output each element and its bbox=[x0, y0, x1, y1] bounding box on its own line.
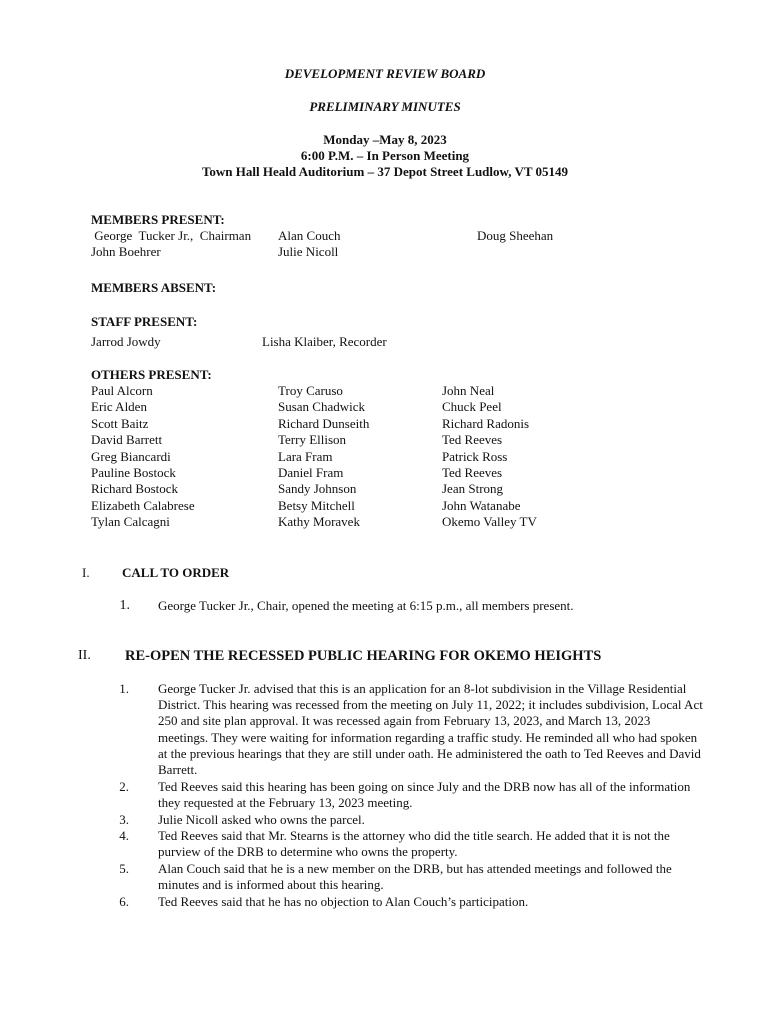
item-number: 6. bbox=[119, 894, 129, 909]
member-name: Doug Sheehan bbox=[477, 228, 554, 243]
attendee-name: Ted Reeves bbox=[442, 432, 503, 448]
item-number: 1. bbox=[119, 598, 130, 613]
attendee-name: Pauline Bostock bbox=[91, 464, 176, 480]
others-present-col1 bbox=[91, 383, 195, 531]
attendee-name: Jean Strong bbox=[442, 481, 504, 497]
item-text: George Tucker Jr., Chair, opened the meeting at 6:15 p.m., all members present. bbox=[158, 598, 574, 613]
attendee-name: Tylan Calcagni bbox=[91, 514, 170, 530]
attendee-name: David Barrett bbox=[91, 432, 163, 448]
members-absent-heading: MEMBERS ABSENT: bbox=[91, 280, 217, 295]
attendee-name: Betsy Mitchell bbox=[278, 497, 355, 513]
meeting-date: Monday –May 8, 2023 bbox=[323, 132, 447, 147]
attendee-name: Lara Fram bbox=[278, 448, 333, 464]
attendee-name: Paul Alcorn bbox=[91, 383, 153, 398]
members-present-col2 bbox=[278, 228, 340, 261]
attendee-name: Kathy Moravek bbox=[278, 514, 360, 530]
attendee-name: Okemo Valley TV bbox=[442, 514, 537, 530]
section-title: RE-OPEN THE RECESSED PUBLIC HEARING FOR OKEMO HEIGHTS bbox=[125, 648, 602, 664]
members-present-heading: MEMBERS PRESENT: bbox=[91, 212, 225, 227]
staff-present-heading: STAFF PRESENT: bbox=[91, 314, 198, 329]
member-name: George Tucker Jr., Chairman bbox=[91, 228, 252, 243]
meeting-location: Town Hall Heald Auditorium – 37 Depot Street Ludlow, VT 05149 bbox=[201, 164, 569, 179]
item-number: 5. bbox=[119, 861, 129, 876]
attendee-name: Daniel Fram bbox=[278, 464, 344, 480]
staff-name: Lisha Klaiber, Recorder bbox=[262, 334, 387, 349]
item-number: 3. bbox=[119, 812, 129, 827]
board-title: DEVELOPMENT REVIEW BOARD bbox=[284, 66, 486, 81]
attendee-name: Patrick Ross bbox=[442, 448, 508, 464]
member-name: Julie Nicoll bbox=[278, 244, 339, 260]
member-name: Alan Couch bbox=[278, 228, 341, 243]
meeting-time: 6:00 P.M. – In Person Meeting bbox=[300, 148, 470, 163]
attendee-name: Richard Bostock bbox=[91, 481, 179, 497]
attendee-name: Elizabeth Calabrese bbox=[91, 497, 195, 513]
attendee-name: Sandy Johnson bbox=[278, 481, 357, 497]
attendee-name: Greg Biancardi bbox=[91, 448, 171, 464]
attendee-name: Richard Dunseith bbox=[278, 415, 370, 431]
item-text: George Tucker Jr. advised that this is an application for an 8-lot subdivision in the Village Residential District. This hearing was recessed from the meeting on July 11, 2022; it includes subdivision, Local Act 250 and site plan approval. It was recessed again from February 13, 2023, and March 13, 2023 meetings. They were waiting for information regarding a traffic study. He reminded all who had spoken at the previous hearings that they are still under oath. He administered the oath to Ted Reeves and David Barrett. bbox=[158, 681, 703, 778]
attendee-name: Terry Ellison bbox=[278, 432, 347, 448]
others-present-col2 bbox=[278, 383, 369, 531]
staff-name: Jarrod Jowdy bbox=[91, 334, 161, 349]
item-number: 1. bbox=[119, 681, 129, 696]
attendee-name: Richard Radonis bbox=[442, 415, 530, 431]
item-number: 4. bbox=[119, 828, 129, 843]
members-present-col1 bbox=[91, 228, 251, 261]
attendee-name: John Watanabe bbox=[442, 497, 521, 513]
members-present-col3 bbox=[477, 228, 553, 244]
others-present-heading: OTHERS PRESENT: bbox=[91, 367, 212, 382]
others-present-col3 bbox=[442, 383, 537, 531]
attendee-name: Troy Caruso bbox=[278, 383, 343, 398]
section-title: CALL TO ORDER bbox=[122, 565, 230, 580]
document-title: PRELIMINARY MINUTES bbox=[309, 99, 461, 114]
member-name: John Boehrer bbox=[91, 244, 161, 260]
item-text: Julie Nicoll asked who owns the parcel. bbox=[158, 812, 365, 827]
attendee-name: Eric Alden bbox=[91, 399, 147, 415]
item-text: Ted Reeves said this hearing has been going on since July and the DRB now has all of the information they requested at the February 13, 2023 meeting. bbox=[158, 779, 691, 811]
attendee-name: Ted Reeves bbox=[442, 464, 503, 480]
attendee-name: Susan Chadwick bbox=[278, 399, 366, 415]
section-numeral: I. bbox=[82, 565, 90, 580]
attendee-name: Chuck Peel bbox=[442, 399, 502, 415]
item-number: 2. bbox=[119, 779, 129, 794]
item-text: Alan Couch said that he is a new member on the DRB, but has attended meetings and followed the minutes and is informed about this hearing. bbox=[158, 861, 672, 893]
section-numeral: II. bbox=[78, 648, 91, 663]
attendee-name: John Neal bbox=[442, 383, 495, 398]
item-text: Ted Reeves said that he has no objection to Alan Couch’s participation. bbox=[158, 894, 529, 909]
item-text: Ted Reeves said that Mr. Stearns is the attorney who did the title search. He added that it is not the purview of the DRB to determine who owns the property. bbox=[158, 828, 670, 860]
attendee-name: Scott Baitz bbox=[91, 415, 149, 431]
